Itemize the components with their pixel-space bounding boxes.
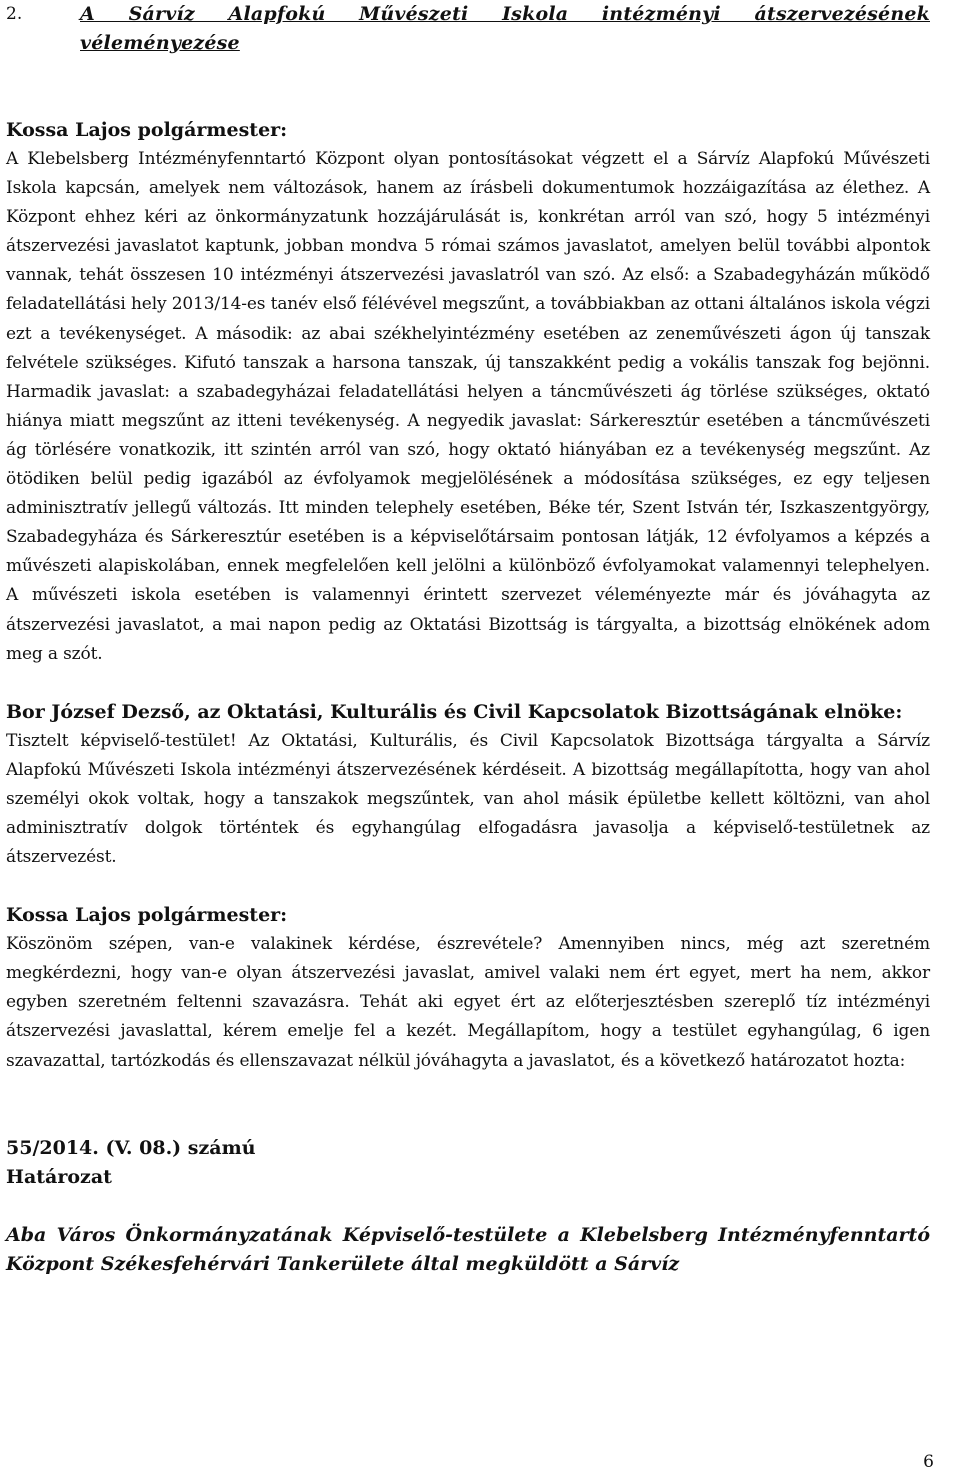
section-number: 2.: [6, 4, 23, 24]
page-number: 6: [923, 1452, 934, 1472]
spacer: [6, 872, 930, 901]
document-content: [6, 0, 930, 1279]
resolution-heading: Aba Város Önkormányzatának Képviselő-testülete a Klebelsberg Intézményfenntartó Központ Székesfehérvári Tankerülete által megküldött a Sárvíz: [6, 1223, 930, 1275]
speaker-name: Kossa Lajos polgármester:: [6, 119, 288, 141]
resolution-label: Határozat: [6, 1165, 112, 1188]
spacer: [6, 669, 930, 698]
spacer: [6, 58, 930, 116]
speech-paragraph: Köszönöm szépen, van-e valakinek kérdése, észrevétele? Amennyiben nincs, még azt szeretném megkérdezni, hogy van-e olyan átszervezési javaslat, amivel valaki nem ért egyet, mert ha nem, akkor egyben szeretném feltenni szavazásra. Tehát aki egyet ért az előterjesztésben szereplő tíz intézményi átszervezési javaslattal, kérem emelje fel a kezét. Megállapítom, hogy a testület egyhangúlag, 6 igen szavazattal, tartózkodás és ellenszavazat nélkül jóváhagyta a javaslatot, és a következő határozatot hozta:: [6, 934, 930, 1071]
speech-paragraph: Tisztelt képviselő-testület! Az Oktatási, Kulturális, és Civil Kapcsolatok Bizottsága tárgyalta a Sárvíz Alapfokú Művészeti Iskola intézményi átszervezésének kérdéseit. A bizottság megállapította, hogy van ahol személyi okok voltak, hogy a tanszakok megszűntek, van ahol másik épületbe kellett költözni, van ahol adminisztratív dolgok történtek és egyhangúlag elfogadásra javasolja a képviselő-testületnek az átszervezést.: [6, 730, 930, 868]
speaker-name: Kossa Lajos polgármester:: [6, 904, 288, 927]
spacer: [6, 1192, 930, 1221]
speaker-name: Bor József Dezső, az Oktatási, Kulturális és Civil Kapcsolatok Bizottságának elnöke:: [6, 700, 903, 723]
spacer: [6, 1076, 930, 1134]
speech-paragraph: A Klebelsberg Intézményfenntartó Központ olyan pontosításokat végzett el a Sárvíz Alapfokú Művészeti Iskola kapcsán, amelyek nem változások, hanem az írásbeli dokumentumok hozzáigazítása az élethez. A Központ ehhez kéri az önkormányzatunk hozzájárulását is, konkrétan arról van szó, hogy 5 intézményi átszervezési javaslatot kaptunk, jobban mondva 5 római számos javaslatot, amelyen belül további alpontok vannak, tehát összesen 10 intézményi átszervezési javaslatról van szó. Az első: a Szabadegyházán működő feladatellátási hely 2013/14-es tanév első félévével megszűnt, a továbbiakban az ottani általános iskola végzi ezt a tevékenységet. A második: az abai székhelyintézmény esetében az zeneművészeti ágon új tanszak felvétele szükséges. Kifutó tanszak a harsona tanszak, új tanszakként pedig a vokális tanszak fog bejönni. Harmadik javaslat: a szabadegyházai feladatellátási helyen a táncművészeti ág törlése szükséges, oktató hiánya miatt megszűnt az itteni tevékenység. A negyedik javaslat: Sárkeresztúr esetében a táncművészeti ág törlésére vonatkozik, itt szintén arról van szó, hogy oktató hiányában ez a tevékenység megszűnt. Az ötödiken belül pedig igazából az évfolyamok megjelölésének a módosítása szükséges, ez egy teljesen adminisztratív jellegű változás. Itt minden telephely esetében, Béke tér, Szent István tér, Iszkaszentgyörgy, Szabadegyháza és Sárkeresztúr esetében is a képviselőtársaim pontosan látják, 12 évfolyamos a képzés a művészeti alapiskolában, ennek megfelelően kell jelölni a különböző évfolyamokat valamennyi telephelyen. A művészeti iskola esetében is valamennyi érintett szervezet véleményezte már és jóváhagyta az átszervezési javaslatot, a mai napon pedig az Oktatási Bizottság is tárgyalta, a bizottság elnökének adom meg a szót.: [6, 149, 930, 664]
resolution-number: 55/2014. (V. 08.) számú: [6, 1136, 256, 1159]
section-heading: [6, 0, 930, 58]
section-title: A Sárvíz Alapfokú Művészeti Iskola intézményi átszervezésének véleményezése: [80, 3, 930, 54]
